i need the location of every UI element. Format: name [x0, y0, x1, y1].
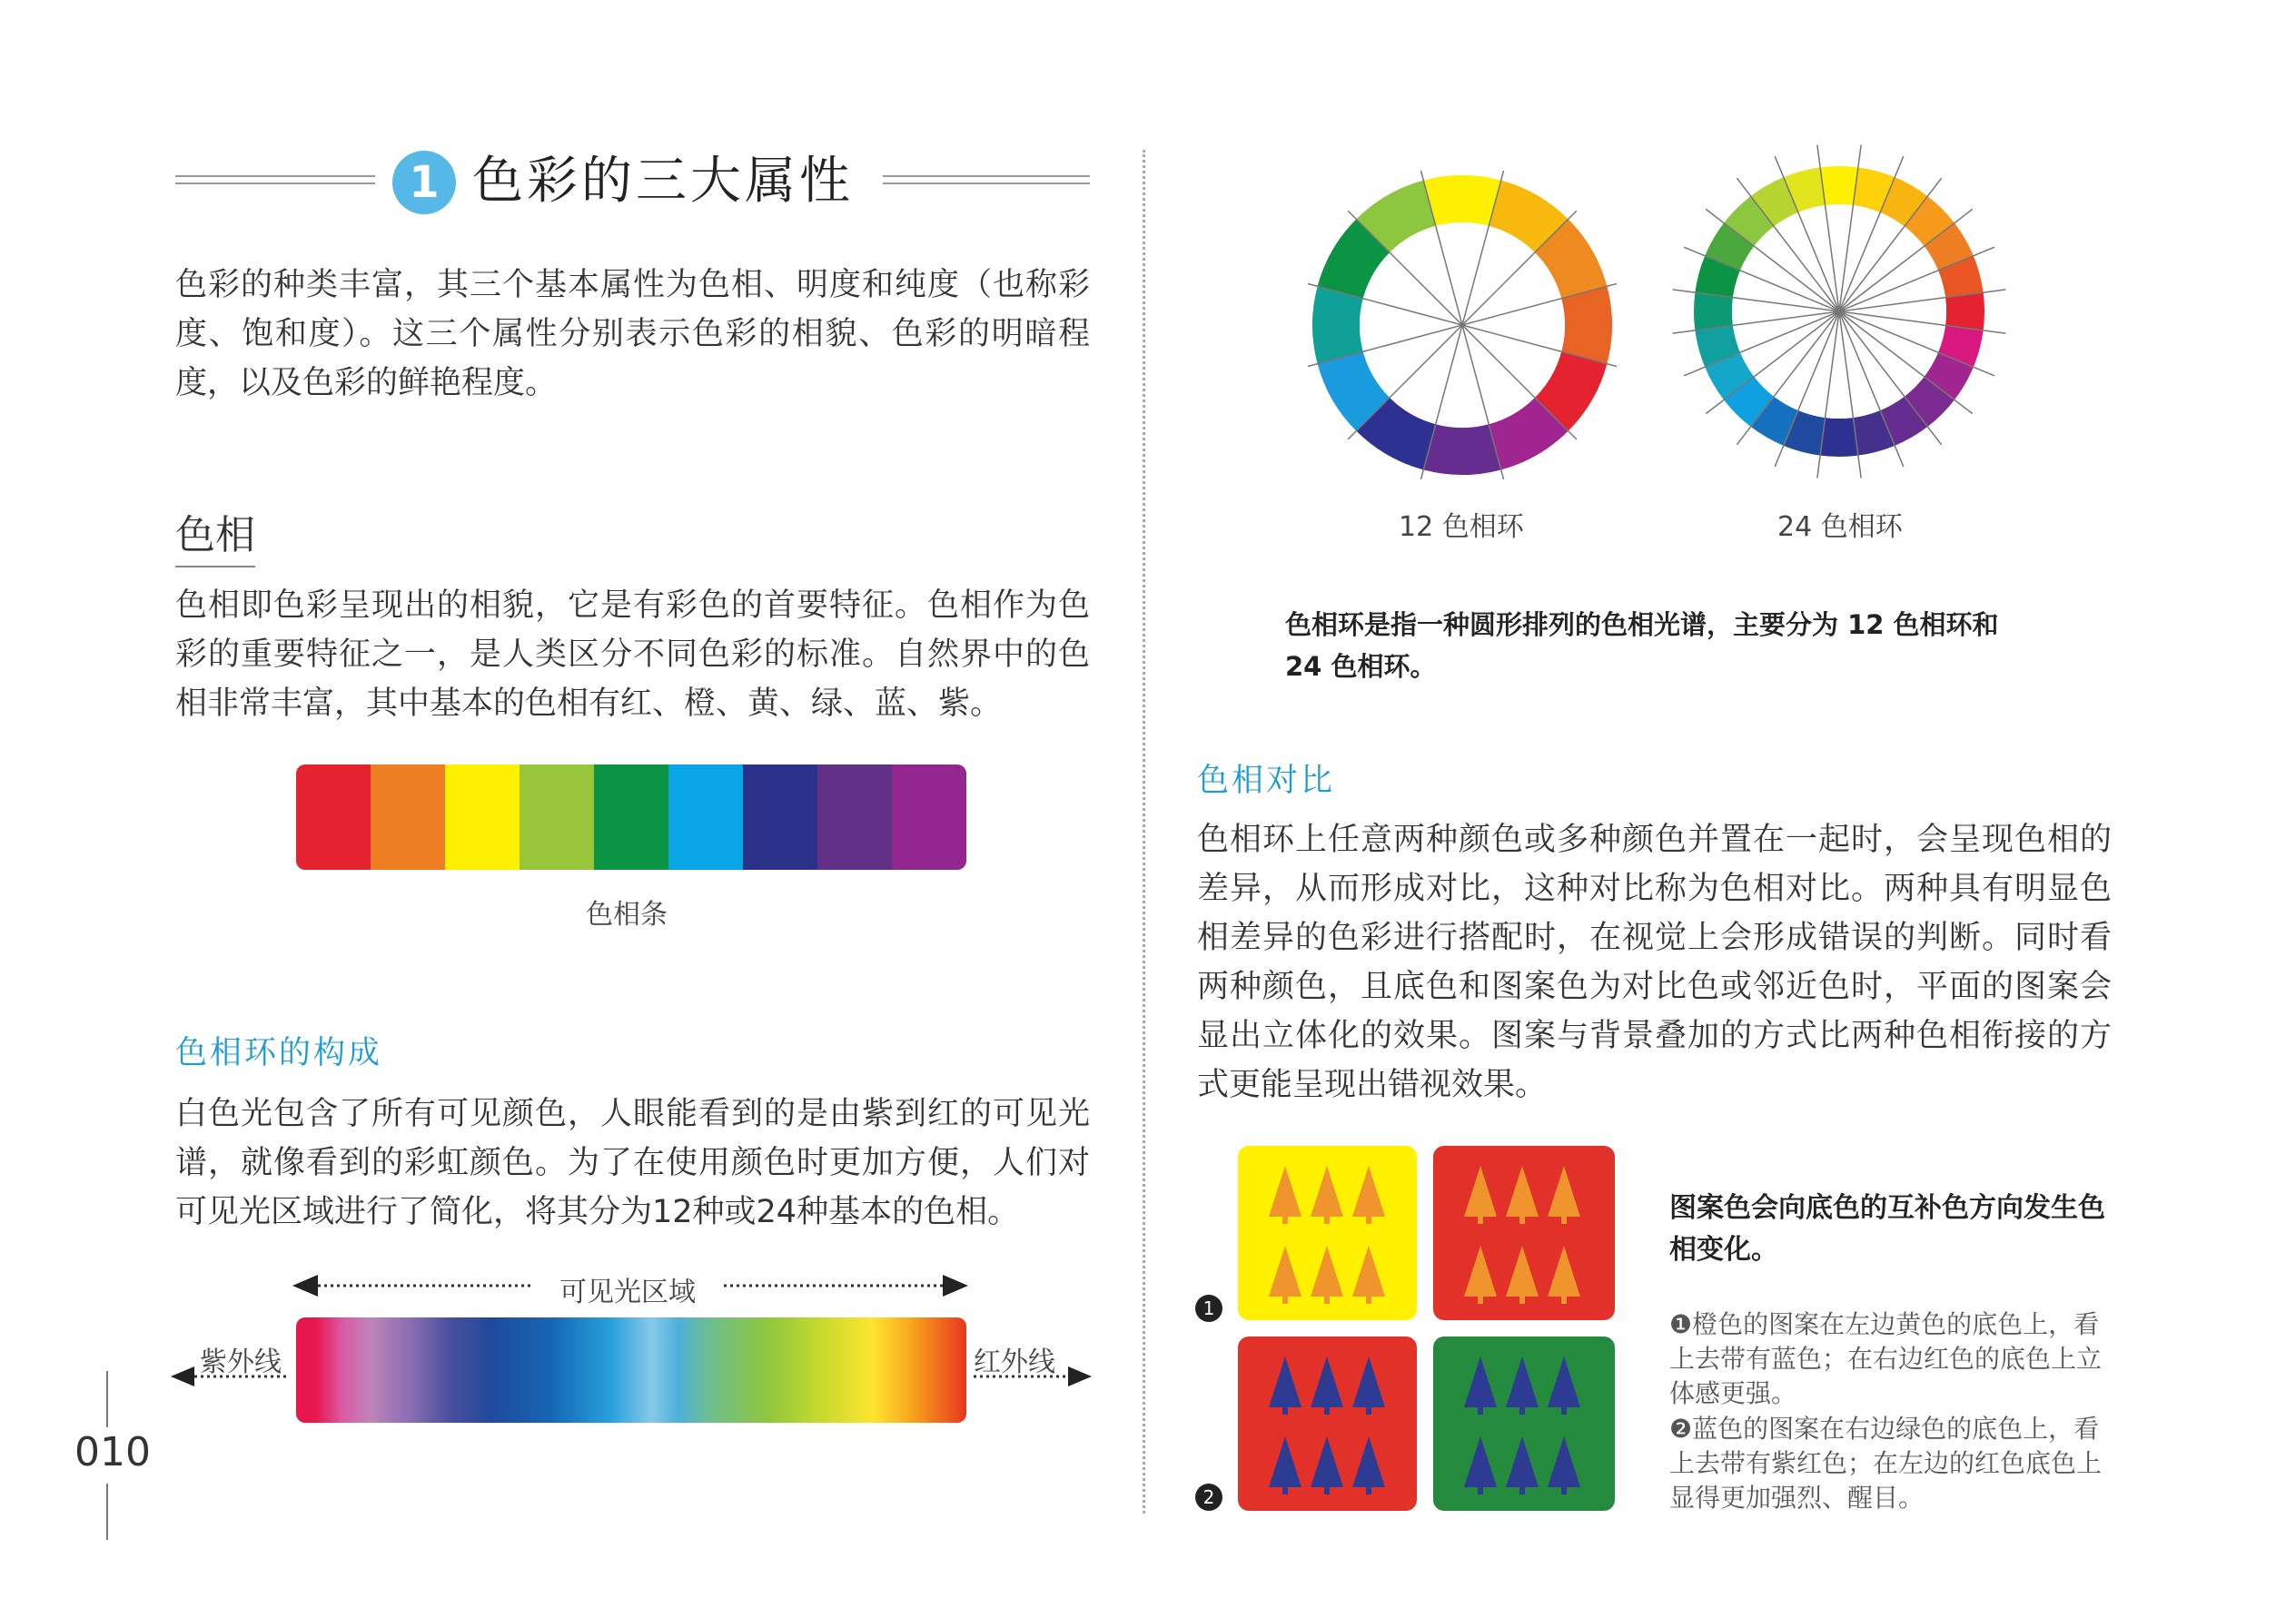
wheel-12-caption: 12 色相环: [1399, 511, 1524, 543]
tree-pattern: [1269, 1356, 1301, 1407]
tree-trunk: [1519, 1406, 1525, 1415]
tree-trunk: [1366, 1215, 1371, 1224]
intro-text: 色彩的种类丰富，其三个基本属性为色相、明度和纯度（也称彩度、饱和度）。这三个属性分别表示色彩的相貌、色彩的明暗程度，以及色彩的鲜艳程度。: [175, 267, 1090, 401]
spectrum-bar: [296, 1317, 966, 1423]
wheel-composition-text: 白色光包含了所有可见颜色，人眼能看到的是由紫到红的可见光谱，就像看到的彩虹颜色。为了在使用颜色时更加方便，人们对可见光区域进行了简化，将其分为12种或24种基本的色相。: [175, 1096, 1090, 1230]
tree-trunk: [1366, 1485, 1371, 1494]
tree-trunk: [1282, 1215, 1288, 1224]
page-divider: [1143, 150, 1145, 1514]
tile-yellow: [1238, 1146, 1417, 1320]
tree-pattern: [1269, 1246, 1301, 1297]
wheel-12-segment: [1312, 286, 1363, 363]
tree-trunk: [1519, 1295, 1525, 1304]
tree-trunk: [1561, 1406, 1567, 1415]
hue-contrast-heading: 色相对比: [1197, 763, 1336, 799]
wheel-description: 色相环是指一种圆形排列的色相光谱，主要分为 12 色相环和 24 色相环。: [1285, 609, 1999, 682]
wheel-24-segment: [1820, 418, 1858, 457]
wheel-12-segment: [1423, 175, 1500, 226]
tree-trunk: [1282, 1295, 1288, 1304]
section-number-badge: 1: [392, 151, 456, 214]
tree-trunk: [1324, 1406, 1330, 1415]
page-number: 010: [74, 1429, 151, 1475]
wheel-24: [1671, 143, 2007, 479]
hue-bar-swatch: [817, 764, 892, 870]
hue-bar-swatch: [892, 764, 966, 870]
hue-heading: 色相: [175, 502, 255, 567]
contrast-note-title: 图案色会向底色的互补色方向发生色相变化。: [1669, 1192, 2105, 1266]
visible-range-label: 可见光区域: [559, 1277, 696, 1308]
hue-bar-swatch: [520, 764, 594, 870]
tree-pattern: [1548, 1166, 1580, 1217]
tree-pattern: [1311, 1246, 1343, 1297]
tree-trunk: [1519, 1215, 1525, 1224]
tree-pattern: [1269, 1166, 1301, 1217]
hue-bar: [296, 764, 966, 870]
tree-trunk: [1282, 1406, 1288, 1415]
hue-bar-swatch: [743, 764, 817, 870]
tile-green: [1433, 1337, 1615, 1511]
hue-bar-swatch: [296, 764, 371, 870]
tree-pattern: [1464, 1246, 1497, 1297]
step-marker-1: 1: [1195, 1295, 1222, 1322]
tree-pattern: [1352, 1166, 1385, 1217]
tree-trunk: [1519, 1485, 1525, 1494]
tree-trunk: [1282, 1485, 1288, 1494]
tree-pattern: [1464, 1436, 1497, 1487]
tree-pattern: [1506, 1246, 1539, 1297]
tree-trunk: [1478, 1485, 1483, 1494]
tree-trunk: [1366, 1406, 1371, 1415]
tree-trunk: [1478, 1215, 1483, 1224]
tile-yellow-trees: [1238, 1146, 1417, 1320]
page-number-rule-bottom: [106, 1484, 108, 1540]
tree-trunk: [1478, 1406, 1483, 1415]
step-marker-2: 2: [1195, 1484, 1222, 1511]
tree-pattern: [1352, 1356, 1385, 1407]
tree-trunk: [1366, 1295, 1371, 1304]
hue-contrast-text: 色相环上任意两种颜色或多种颜色并置在一起时，会呈现色相的差异，从而形成对比，这种对比称为色相对比。两种具有明显色相差异的色彩进行搭配时，在视觉上会形成错误的判断。同时看两种颜色，且底色和图案色为对比色或邻近色时，平面的图案会显出立体化的效果。图案与背景叠加的方式比两种色相衔接的方式更能呈现出错视效果。: [1197, 822, 2112, 1103]
tile-green-trees: [1433, 1337, 1615, 1511]
contrast-note-2: ❷蓝色的图案在右边绿色的底色上，看上去带有紫红色；在左边的红色底色上显得更加强烈、醒目。: [1669, 1414, 2103, 1513]
wheel-24-segment: [1945, 292, 1984, 330]
hue-text: 色相即色彩呈现出的相貌，它是有彩色的首要特征。色相作为色彩的重要特征之一，是人类区分不同色彩的标准。自然界中的色相非常丰富，其中基本的色相有红、橙、黄、绿、蓝、紫。: [175, 587, 1090, 722]
uv-label: 紫外线: [200, 1346, 282, 1378]
tree-trunk: [1561, 1485, 1567, 1494]
tree-trunk: [1324, 1485, 1330, 1494]
section-title: 色彩的三大属性: [472, 152, 854, 211]
tree-pattern: [1548, 1436, 1580, 1487]
wheel-12-segment: [1423, 424, 1500, 475]
tree-pattern: [1506, 1356, 1539, 1407]
tree-trunk: [1324, 1215, 1330, 1224]
tree-pattern: [1311, 1356, 1343, 1407]
tree-pattern: [1464, 1356, 1497, 1407]
tree-pattern: [1311, 1436, 1343, 1487]
ir-label: 红外线: [974, 1346, 1055, 1378]
wheel-24-segment: [1694, 292, 1733, 330]
wheel-24-segment: [1820, 166, 1858, 205]
tree-pattern: [1506, 1166, 1539, 1217]
tile-red-top: [1433, 1146, 1615, 1320]
tree-pattern: [1311, 1166, 1343, 1217]
tree-pattern: [1506, 1436, 1539, 1487]
tile-red-bottom: [1238, 1337, 1417, 1511]
tree-pattern: [1464, 1166, 1497, 1217]
page-number-rule-top: [106, 1371, 108, 1427]
wheel-12: [1308, 171, 1617, 479]
tree-trunk: [1561, 1215, 1567, 1224]
hue-bar-swatch: [445, 764, 520, 870]
hue-bar-swatch: [594, 764, 668, 870]
tree-trunk: [1324, 1295, 1330, 1304]
hue-bar-swatch: [371, 764, 445, 870]
tree-trunk: [1561, 1295, 1567, 1304]
tree-pattern: [1352, 1436, 1385, 1487]
tree-pattern: [1548, 1246, 1580, 1297]
tree-pattern: [1269, 1436, 1301, 1487]
hue-bar-swatch: [668, 764, 743, 870]
tile-red-bottom-trees: [1238, 1337, 1417, 1511]
wheel-composition-heading: 色相环的构成: [175, 1035, 383, 1071]
tile-red-top-trees: [1433, 1146, 1615, 1320]
tree-trunk: [1478, 1295, 1483, 1304]
contrast-note-1: ❶橙色的图案在左边黄色的底色上，看上去带有蓝色；在右边红色的底色上立体感更强。: [1669, 1309, 2103, 1408]
tree-pattern: [1352, 1246, 1385, 1297]
wheel-12-segment: [1561, 286, 1612, 363]
tree-pattern: [1548, 1356, 1580, 1407]
wheel-24-caption: 24 色相环: [1777, 511, 1903, 543]
hue-bar-caption: 色相条: [586, 899, 668, 931]
